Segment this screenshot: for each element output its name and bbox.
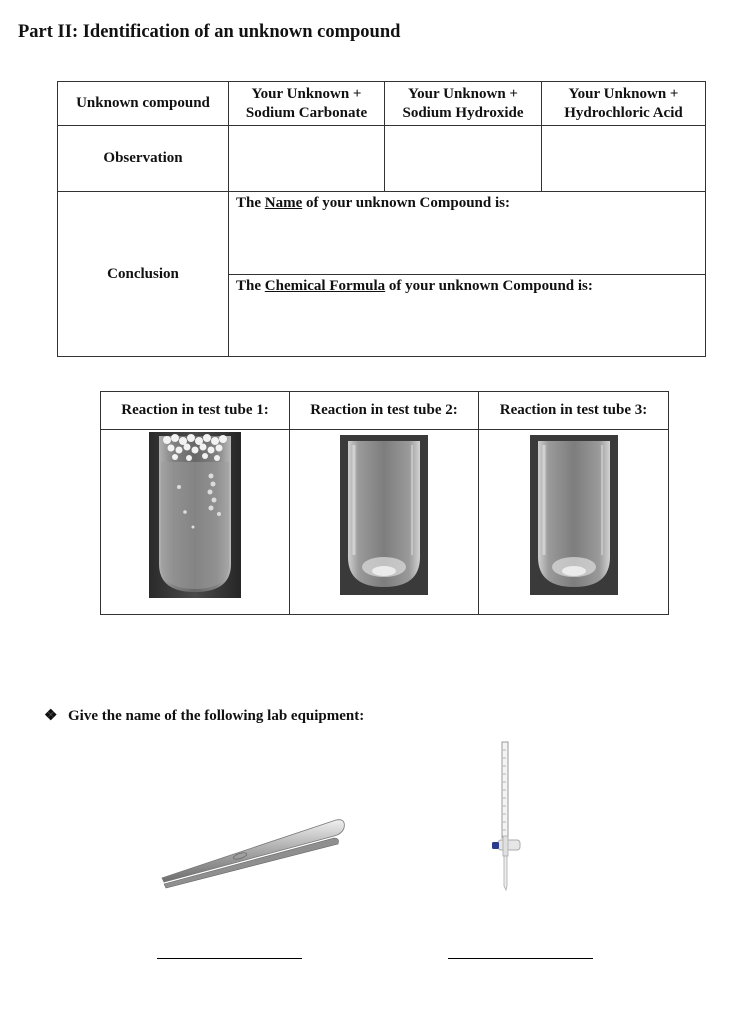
tweezers-image xyxy=(158,812,350,896)
name-prompt-pre: The xyxy=(236,195,265,211)
unknown-compound-header: Unknown compound xyxy=(58,82,229,126)
sodium-carbonate-header xyxy=(229,82,385,126)
header-line: Your Unknown + xyxy=(568,85,679,102)
header-line: Your Unknown + xyxy=(408,85,518,102)
reaction-image-cell-1 xyxy=(101,430,290,615)
test-tube-1-photo xyxy=(149,432,241,598)
reaction-header-row xyxy=(101,392,669,430)
header-line: Sodium Carbonate xyxy=(245,104,368,121)
observation-cell-hydrochloric-acid[interactable] xyxy=(542,126,706,192)
observation-row xyxy=(58,126,706,192)
reaction-image-cell-3 xyxy=(479,430,669,615)
identification-table xyxy=(57,81,706,357)
formula-prompt-post: of your unknown Compound is: xyxy=(385,278,593,294)
test-tube-2-photo xyxy=(340,435,428,595)
burette-answer-line[interactable] xyxy=(448,958,593,959)
diamond-bullet-icon: ❖ xyxy=(44,708,58,724)
header-line: Sodium Hydroxide xyxy=(402,104,524,121)
sodium-hydroxide-header xyxy=(385,82,542,126)
observation-cell-sodium-hydroxide[interactable] xyxy=(385,126,542,192)
name-prompt-post: of your unknown Compound is: xyxy=(302,195,510,211)
conclusion-label: Conclusion xyxy=(58,192,229,357)
header-line: Hydrochloric Acid xyxy=(564,104,683,121)
page-title: Part II: Identification of an unknown compound xyxy=(18,22,401,42)
reaction-image-cell-2 xyxy=(290,430,479,615)
table-header-row xyxy=(58,82,706,126)
question-text: Give the name of the following lab equipment: xyxy=(68,708,365,724)
compound-name-cell[interactable] xyxy=(229,192,706,275)
conclusion-name-row xyxy=(58,192,706,275)
test-tube-3-photo xyxy=(530,435,618,595)
compound-formula-cell[interactable] xyxy=(229,275,706,357)
reaction-table xyxy=(100,391,669,615)
header-line: Your Unknown + xyxy=(251,85,362,102)
reaction-header-tube-1: Reaction in test tube 1: xyxy=(101,392,290,430)
reaction-image-row xyxy=(101,430,669,615)
formula-prompt-pre: The xyxy=(236,278,265,294)
tweezers-answer-line[interactable] xyxy=(157,958,302,959)
hydrochloric-acid-header xyxy=(542,82,706,126)
observation-label: Observation xyxy=(58,126,229,192)
equipment-question xyxy=(44,706,364,725)
observation-cell-sodium-carbonate[interactable] xyxy=(229,126,385,192)
formula-prompt-underlined: Chemical Formula xyxy=(264,278,386,294)
name-prompt-underlined: Name xyxy=(264,195,303,211)
reaction-header-tube-3: Reaction in test tube 3: xyxy=(479,392,669,430)
burette-image xyxy=(486,740,526,892)
reaction-header-tube-2: Reaction in test tube 2: xyxy=(290,392,479,430)
